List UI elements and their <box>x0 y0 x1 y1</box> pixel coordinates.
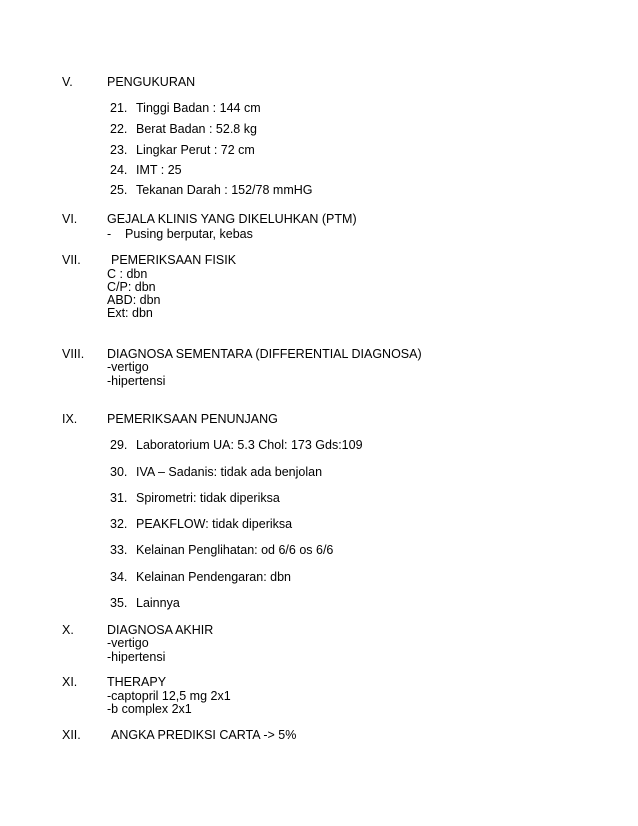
section-x-title: DIAGNOSA AKHIR <box>107 623 214 637</box>
list-item-text: Lingkar Perut : 72 cm <box>136 143 255 157</box>
list-item-text: PEAKFLOW: tidak diperiksa <box>136 517 293 531</box>
list-item-text: Kelainan Pendengaran: dbn <box>136 570 291 584</box>
list-item-text: Tekanan Darah : 152/78 mmHG <box>136 183 313 197</box>
list-item-text: Lainnya <box>136 596 180 610</box>
exam-line: C/P: dbn <box>107 280 156 294</box>
list-item-text: IVA – Sadanis: tidak ada benjolan <box>136 465 323 479</box>
section-vii-numeral: VII. <box>62 253 81 267</box>
diagnosis-line: -hipertensi <box>107 650 166 664</box>
section-v-title: PENGUKURAN <box>107 75 196 89</box>
diagnosis-line: -hipertensi <box>107 374 166 388</box>
section-xi-title: THERAPY <box>107 675 167 689</box>
list-item-text: Berat Badan : 52.8 kg <box>136 122 257 136</box>
list-item-number: 24. <box>110 163 128 177</box>
section-ix-numeral: IX. <box>62 412 78 426</box>
diagnosis-line: -vertigo <box>107 360 149 374</box>
list-item-number: 32. <box>110 517 128 531</box>
list-item-number: 35. <box>110 596 128 610</box>
bullet-dash: - <box>107 227 112 241</box>
list-item-number: 29. <box>110 438 128 452</box>
section-vi-numeral: VI. <box>62 212 78 226</box>
exam-line: ABD: dbn <box>107 293 161 307</box>
section-x-numeral: X. <box>62 623 74 637</box>
therapy-line: -captopril 12,5 mg 2x1 <box>107 689 231 703</box>
section-xii-numeral: XII. <box>62 728 81 742</box>
section-vii-title: PEMERIKSAAN FISIK <box>111 253 237 267</box>
exam-line: C : dbn <box>107 267 148 281</box>
exam-line: Ext: dbn <box>107 306 153 320</box>
list-item-number: 25. <box>110 183 128 197</box>
list-item-number: 22. <box>110 122 128 136</box>
section-v-numeral: V. <box>62 75 73 89</box>
list-item-text: Kelainan Penglihatan: od 6/6 os 6/6 <box>136 543 334 557</box>
list-item-number: 31. <box>110 491 128 505</box>
section-xii-title: ANGKA PREDIKSI CARTA -> 5% <box>111 728 297 742</box>
list-item-text: IMT : 25 <box>136 163 182 177</box>
section-viii-numeral: VIII. <box>62 347 85 361</box>
section-vi-title: GEJALA KLINIS YANG DIKELUHKAN (PTM) <box>107 212 357 226</box>
list-item-number: 23. <box>110 143 128 157</box>
list-item-text: Spirometri: tidak diperiksa <box>136 491 280 505</box>
list-item-number: 33. <box>110 543 128 557</box>
list-item-number: 21. <box>110 101 128 115</box>
list-item-number: 30. <box>110 465 128 479</box>
bullet-text: Pusing berputar, kebas <box>125 227 253 241</box>
section-ix-title: PEMERIKSAAN PENUNJANG <box>107 412 278 426</box>
therapy-line: -b complex 2x1 <box>107 702 192 716</box>
section-viii-title: DIAGNOSA SEMENTARA (DIFFERENTIAL DIAGNOSA) <box>107 347 422 361</box>
diagnosis-line: -vertigo <box>107 636 149 650</box>
list-item-number: 34. <box>110 570 128 584</box>
list-item-text: Laboratorium UA: 5.3 Chol: 173 Gds:109 <box>136 438 363 452</box>
section-xi-numeral: XI. <box>62 675 78 689</box>
list-item-text: Tinggi Badan : 144 cm <box>136 101 261 115</box>
